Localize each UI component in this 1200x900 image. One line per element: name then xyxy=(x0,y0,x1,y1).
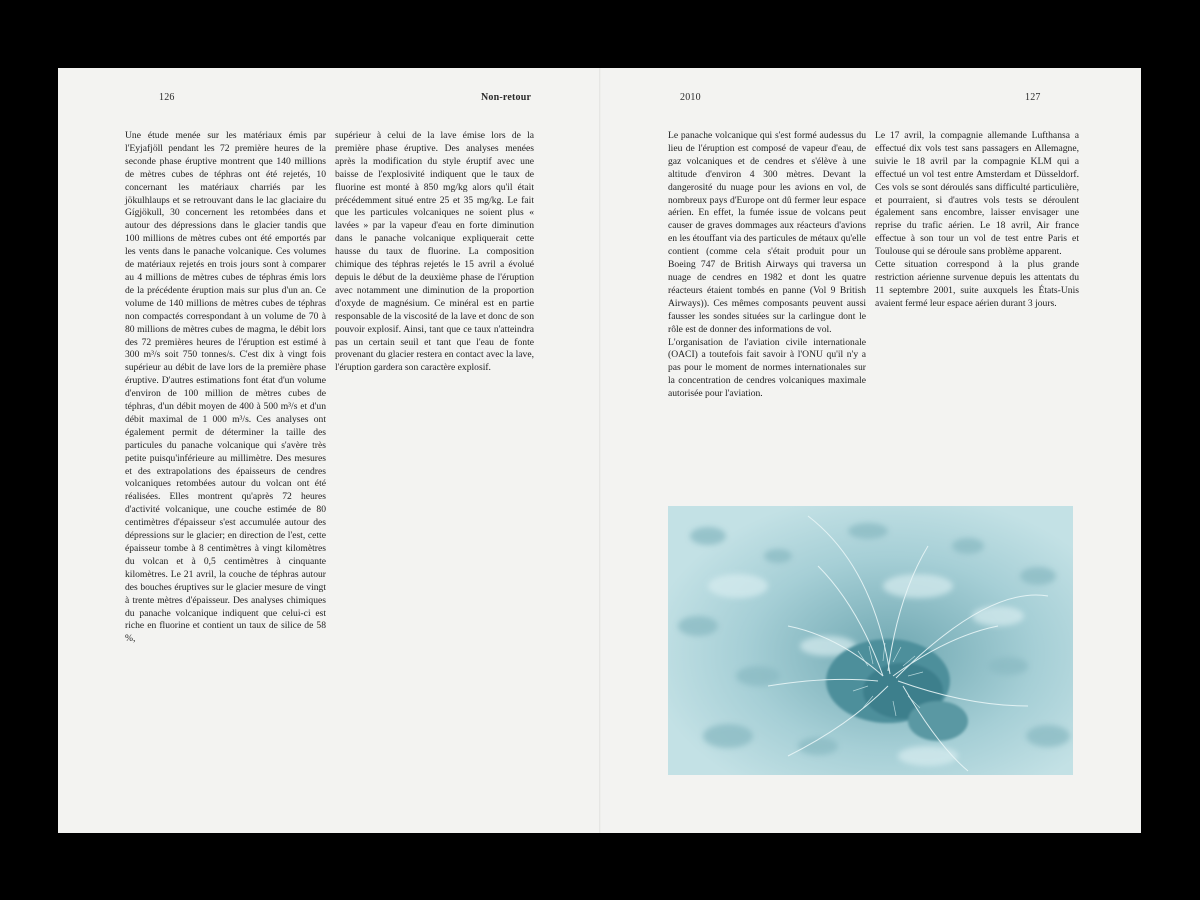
paragraph: L'organisation de l'aviation civile internationale (OACI) a toutefois fait savoir à l'ONU qu'il n'y a pas pour le moment de normes internationales sur la concentration de cendres volcaniques maximale autorisée pour l'aviation. xyxy=(668,336,866,400)
volcanic-ash-photo xyxy=(668,506,1073,775)
page-number-left: 126 xyxy=(159,92,175,103)
text-column-4 xyxy=(875,130,1079,311)
paragraph: Une étude menée sur les matériaux émis par l'Eyjafjöll pendant les 72 première heures de la seconde phase éruptive montrent que 140 millions de mètres cubes de téphras ont été rejetés, 10 concernant les matériaux charriés par les jökulhlaups et se retrouvant dans le lac glaciaire du Gígjökull, 30 concernent les retombées dans et autour des dépressions dans le glacier tandis que 100 millions de mètres cubes ont été emportés par les vents dans le panache volcanique. Ces volumes de matériaux rejetés en trois jours sont à comparer au 4 millions de mètres cubes de téphras émis lors de la précédente éruption mais sur plus d'un an. Ce volume de 140 millions de mètres cubes de téphras non compactés correspondant à un volume de 70 à 80 millions de mètres cubes de magma, le débit lors des 72 premières heures de l'éruption est estimé à 300 m³/s soit 750 tonnes/s. C'est dix à vingt fois supérieur au débit de lave lors de la première phase éruptive. D'autres estimations font état d'un volume d'environ de 100 million de mètres cubes de téphras, d'un débit moyen de 400 à 500 m³/s et d'un débit maximal de 1 000 m³/s. Ces analyses ont également permit de déterminer la taille des particules du panache volcanique qui s'avère très petite puisqu'inférieure au millimètre. Des mesures et des extrapolations des épaisseurs de cendres volcaniques retombées autour du volcan ont été réalisées. Elles montrent qu'après 72 heures d'activité volcanique, une couche estimée de 80 centimètres d'épaisseur s'est accumulée autour des dépressions sur le glacier; en direction de l'est, cette épaisseur tombe à 8 centimètres à vingt kilomètres du volcan et à 0,5 centimètres à cinquante kilomètres. Le 21 avril, la couche de téphras autour des bouches éruptives sur le glacier mesure de vingt à trente mètres d'épaisseur. Des analyses chimiques du panache volcanique indiquent que celui-ci est riche en fluorine et contient un taux de silice de 58 %, xyxy=(125,130,326,645)
paragraph: Le panache volcanique qui s'est formé audessus du lieu de l'éruption est composé de vapeur d'eau, de gaz volcaniques et de cendres et s'élève à une altitude d'environ 4 300 mètres. Devant la dangerosité du nuage pour les avions en vol, de nombreux pays d'Europe ont dû fermer leur espace aérien. En effet, la fumée issue de volcans peut causer de graves dommages aux réacteurs d'avions en les étouffant via des particules de métaux qu'elle contient (comme cela s'était produit pour un Boeing 747 de British Airways qui traversa un nuage de cendres en 1982 et dont les quatre réacteurs étaient tombés en panne (Vol 9 British Airways)). Ces mêmes composants peuvent aussi fausser les sondes situées sur la carlingue dont le rôle est de donner des informations de vol. xyxy=(668,130,866,335)
book-gutter xyxy=(599,68,601,833)
paragraph: supérieur à celui de la lave émise lors de la première phase éruptive. Des analyses menées après la modification du style éruptif avec une baisse de l'explosivité indiquent que le taux de fluorine est monté à 850 mg/kg alors qu'il était précédemment situé entre 25 et 35 mg/kg. Le fait que les particules volcaniques ne soient plus « lavées » par la vapeur d'eau en forte diminution dans le panache volcanique expliquerait cette hausse du taux de fluorine. La composition chimique des téphras rejetés le 15 avril a évolué depuis le début de la deuxième phase de l'éruption avec notamment une diminution de la proportion d'oxyde de magnésium. Ce minéral est en partie responsable de la viscosité de la lave et donc de son pouvoir explosif. Ainsi, tant que ce taux n'atteindra pas un certain seuil et tant que l'eau de fonte provenant du glacier restera en contact avec la lave, l'éruption gardera son caractère explosif. xyxy=(335,130,534,374)
page-number-right: 127 xyxy=(1025,92,1041,103)
text-column-2 xyxy=(335,130,534,375)
text-column-3 xyxy=(668,130,866,401)
paragraph: Cette situation correspond à la plus grande restriction aérienne survenue depuis les attentats du 11 septembre 2001, suite auxquels les États-Unis avaient fermé leur espace aérien durant 3 jours. xyxy=(875,259,1079,309)
running-head-right: 2010 xyxy=(680,92,701,103)
text-column-1 xyxy=(125,130,326,646)
paragraph: Le 17 avril, la compagnie allemande Lufthansa a effectué dix vols test sans passagers en Allemagne, suivie le 18 avril par la compagnie KLM qui a effectué un vol test entre Amsterdam et Düsseldorf. Ces vols se sont déroulés sans difficulté particulière, et pourraient, si d'autres vols tests se déroulent également sans encombre, laisser envisager une reprise du trafic aérien. Le 18 avril, Air france effectue à son tour un vol de test entre Paris et Toulouse qui se déroule sans problème apparent. xyxy=(875,130,1079,258)
running-head-left: Non-retour xyxy=(481,92,532,103)
book-spread xyxy=(58,68,1141,833)
